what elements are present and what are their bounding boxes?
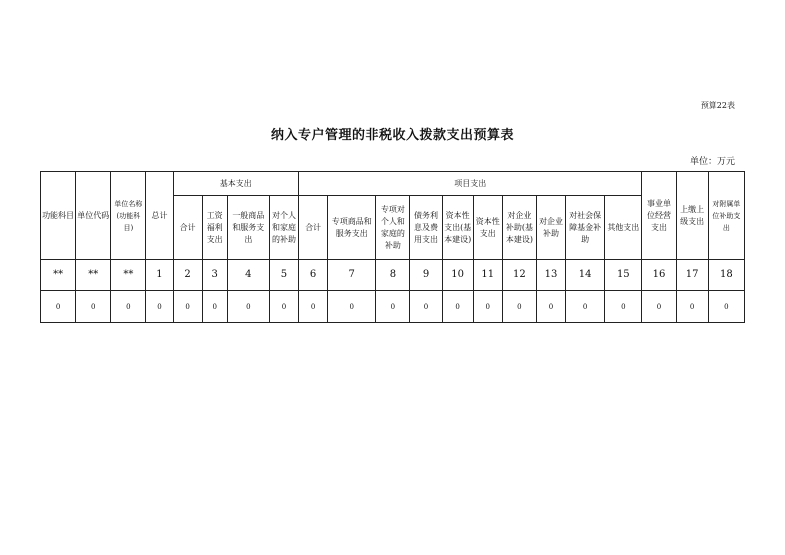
value-cell: 0 [536, 291, 565, 323]
header-individual-family: 对个人和家庭的补助 [269, 196, 298, 260]
column-number-row [41, 260, 745, 291]
number-cell: 3 [202, 260, 227, 291]
number-cell: 18 [708, 260, 744, 291]
value-cell: 0 [442, 291, 473, 323]
number-cell: 2 [173, 260, 202, 291]
value-cell: 0 [173, 291, 202, 323]
header-special-individual: 专项对个人和家庭的补助 [376, 196, 410, 260]
value-cell: 0 [708, 291, 744, 323]
value-cell: 0 [328, 291, 376, 323]
number-cell: 9 [410, 260, 442, 291]
value-cell: 0 [642, 291, 676, 323]
value-cell: 0 [227, 291, 269, 323]
value-cell: 0 [269, 291, 298, 323]
value-cell: 0 [146, 291, 173, 323]
header-basic-group: 基本支出 [173, 172, 298, 196]
value-cell: 0 [410, 291, 442, 323]
number-cell: 10 [442, 260, 473, 291]
page-title: 纳入专户管理的非税收入拨款支出预算表 [270, 128, 514, 143]
header-other: 其他支出 [605, 196, 642, 260]
value-cell: 0 [676, 291, 708, 323]
value-cell: 0 [566, 291, 605, 323]
value-cell: 0 [202, 291, 227, 323]
number-cell: ** [76, 260, 111, 291]
header-wages: 工资福利支出 [202, 196, 227, 260]
value-cell: 0 [376, 291, 410, 323]
number-cell: 13 [536, 260, 565, 291]
header-total: 总计 [146, 172, 173, 260]
header-func-subject: 功能科目 [41, 172, 76, 260]
number-cell: 1 [146, 260, 173, 291]
number-cell: 16 [642, 260, 676, 291]
number-cell: 11 [473, 260, 502, 291]
value-cell: 0 [76, 291, 111, 323]
value-cell: 0 [111, 291, 146, 323]
value-cell: 0 [299, 291, 328, 323]
number-cell: 15 [605, 260, 642, 291]
number-cell: 14 [566, 260, 605, 291]
form-number: 预算22表 [700, 101, 735, 110]
number-cell: 4 [227, 260, 269, 291]
header-upper-payment: 上缴上级支出 [676, 172, 708, 260]
number-cell: 5 [269, 260, 298, 291]
header-enterprise: 对企业补助 [536, 196, 565, 260]
header-capital-basic: 资本性支出(基本建设) [442, 196, 473, 260]
table-row [41, 291, 745, 323]
header-goods-services: 一般商品和服务支出 [227, 196, 269, 260]
header-affiliated-subsidy: 对附属单位补助支出 [708, 172, 744, 260]
value-cell: 0 [605, 291, 642, 323]
value-cell: 0 [502, 291, 536, 323]
header-business-operation: 事业单位经营支出 [642, 172, 676, 260]
value-cell: 0 [41, 291, 76, 323]
header-capital: 资本性支出 [473, 196, 502, 260]
number-cell: 17 [676, 260, 708, 291]
unit-label: 单位：万元 [689, 157, 735, 167]
number-cell: 6 [299, 260, 328, 291]
header-project-group: 项目支出 [299, 172, 642, 196]
budget-table [40, 171, 745, 323]
header-enterprise-basic: 对企业补助(基本建设) [502, 196, 536, 260]
number-cell: ** [111, 260, 146, 291]
number-cell: ** [41, 260, 76, 291]
header-unit-code: 单位代码 [76, 172, 111, 260]
header-social-security: 对社会保障基金补助 [566, 196, 605, 260]
header-debt-interest: 债务利息及费用支出 [410, 196, 442, 260]
header-unit-name: 单位名称(功能科目) [111, 172, 146, 260]
header-project-total: 合计 [299, 196, 328, 260]
value-cell: 0 [473, 291, 502, 323]
header-basic-total: 合计 [173, 196, 202, 260]
number-cell: 12 [502, 260, 536, 291]
number-cell: 7 [328, 260, 376, 291]
header-special-goods: 专项商品和服务支出 [328, 196, 376, 260]
number-cell: 8 [376, 260, 410, 291]
